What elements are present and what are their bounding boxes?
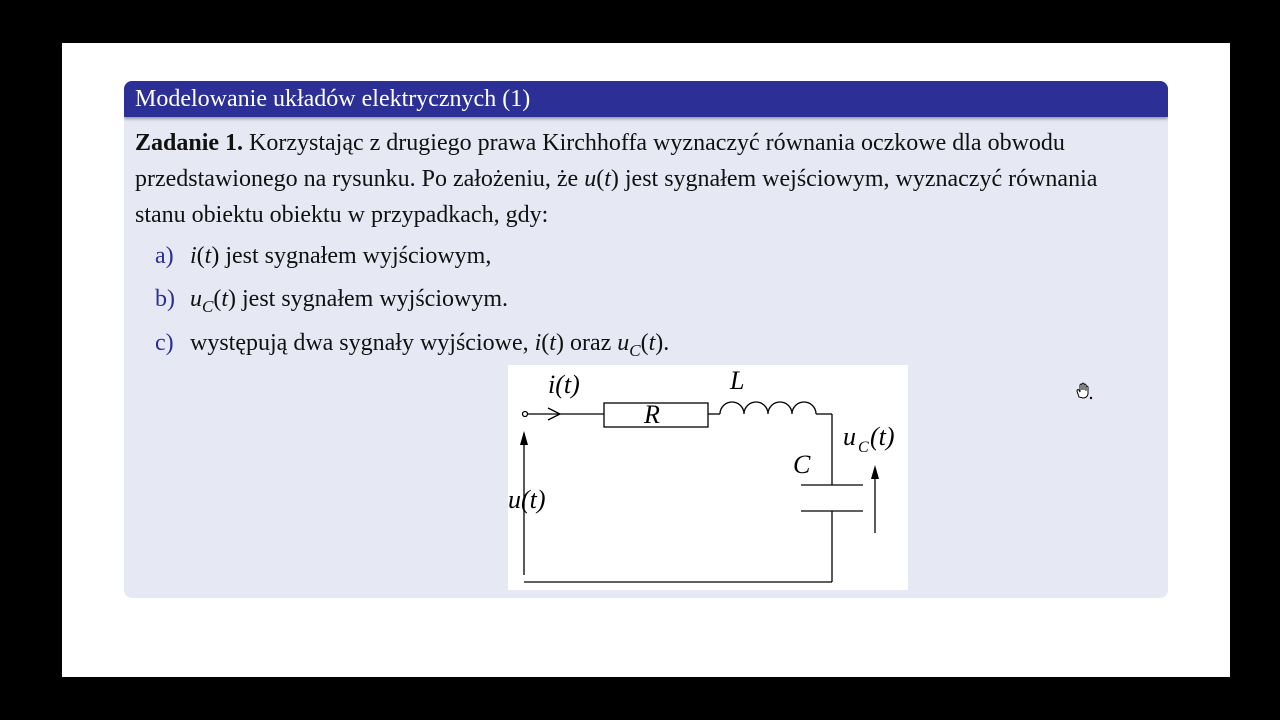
input-terminal bbox=[523, 412, 528, 417]
block-body bbox=[124, 117, 1168, 366]
cap-voltage-subscript: C bbox=[858, 439, 869, 456]
enum-marker: b) bbox=[155, 286, 175, 312]
input-voltage-arrowhead-icon bbox=[520, 431, 528, 445]
cap-voltage-arg: (t) bbox=[870, 422, 895, 451]
hand-cursor-icon bbox=[1074, 382, 1094, 400]
inductor-label: L bbox=[730, 366, 745, 395]
item-text: jest sygnałem wyjściowym, bbox=[219, 243, 492, 269]
content-block bbox=[124, 81, 1168, 598]
math-subscript: C bbox=[202, 297, 214, 316]
math-t: t bbox=[549, 330, 556, 356]
slide bbox=[62, 43, 1230, 677]
case-list bbox=[155, 235, 1157, 366]
resistor-label: R bbox=[644, 400, 660, 429]
list-item: a) i(t) jest sygnałem wyjściowym, bbox=[155, 235, 1157, 278]
block-title: Modelowanie układów elektrycznych (1) bbox=[124, 81, 1168, 117]
cap-voltage-u: u bbox=[843, 422, 856, 451]
inductor bbox=[720, 402, 816, 414]
enum-marker: c) bbox=[155, 330, 174, 356]
list-item: c) występują dwa sygnały wyjściowe, i(t) oraz $u_C(t)$. bbox=[155, 322, 1157, 366]
task-paragraph: Zadanie 1. Korzystając z drugiego prawa Kirchhoffa wyznaczyć równania oczkowe dla obwodu przedstawionego na rysunku. Po założeniu, że u(t) jest sygnałem wejściowym, wyznaczyć równania stanu obiektu obiektu w przypadkach, gdy: bbox=[135, 130, 1098, 228]
capacitor-label: C bbox=[793, 450, 811, 479]
item-text: jest sygnałem wyjściowym. bbox=[236, 286, 508, 312]
math-u: u bbox=[584, 166, 597, 192]
math-i: i bbox=[190, 243, 197, 269]
input-voltage-label: u(t) bbox=[508, 485, 546, 514]
task-label: Zadanie 1. bbox=[135, 130, 244, 156]
math-t: t bbox=[648, 330, 656, 356]
enum-marker: a) bbox=[155, 243, 174, 269]
math-u: u bbox=[190, 286, 202, 312]
cap-voltage-arrowhead-icon bbox=[871, 465, 879, 479]
math-i: i bbox=[534, 330, 542, 356]
math-t: t bbox=[221, 286, 229, 312]
math-t: t bbox=[204, 243, 212, 269]
current-label: i(t) bbox=[548, 370, 580, 399]
task-text-2: jest sygnałem wejściowym, wyznaczyć równania stanu obiektu obiektu w przypadkach, gdy: bbox=[135, 166, 1098, 228]
task-text-1: Korzystając z drugiego prawa Kirchhoffa wyznaczyć równania oczkowe dla obwodu przedstawionego na rysunku. Po założeniu, że bbox=[135, 130, 1065, 192]
circuit-diagram bbox=[508, 365, 908, 590]
circuit-figure bbox=[508, 365, 908, 590]
math-u: u bbox=[617, 330, 630, 356]
item-text: . bbox=[663, 330, 670, 356]
list-item: b) $u_C(t)$ jest sygnałem wyjściowym. bbox=[155, 278, 1157, 322]
math-subscript: C bbox=[629, 341, 641, 360]
math-t: t bbox=[604, 166, 611, 192]
item-text: występują dwa sygnały wyjściowe, bbox=[190, 330, 535, 356]
item-text: oraz bbox=[563, 330, 618, 356]
